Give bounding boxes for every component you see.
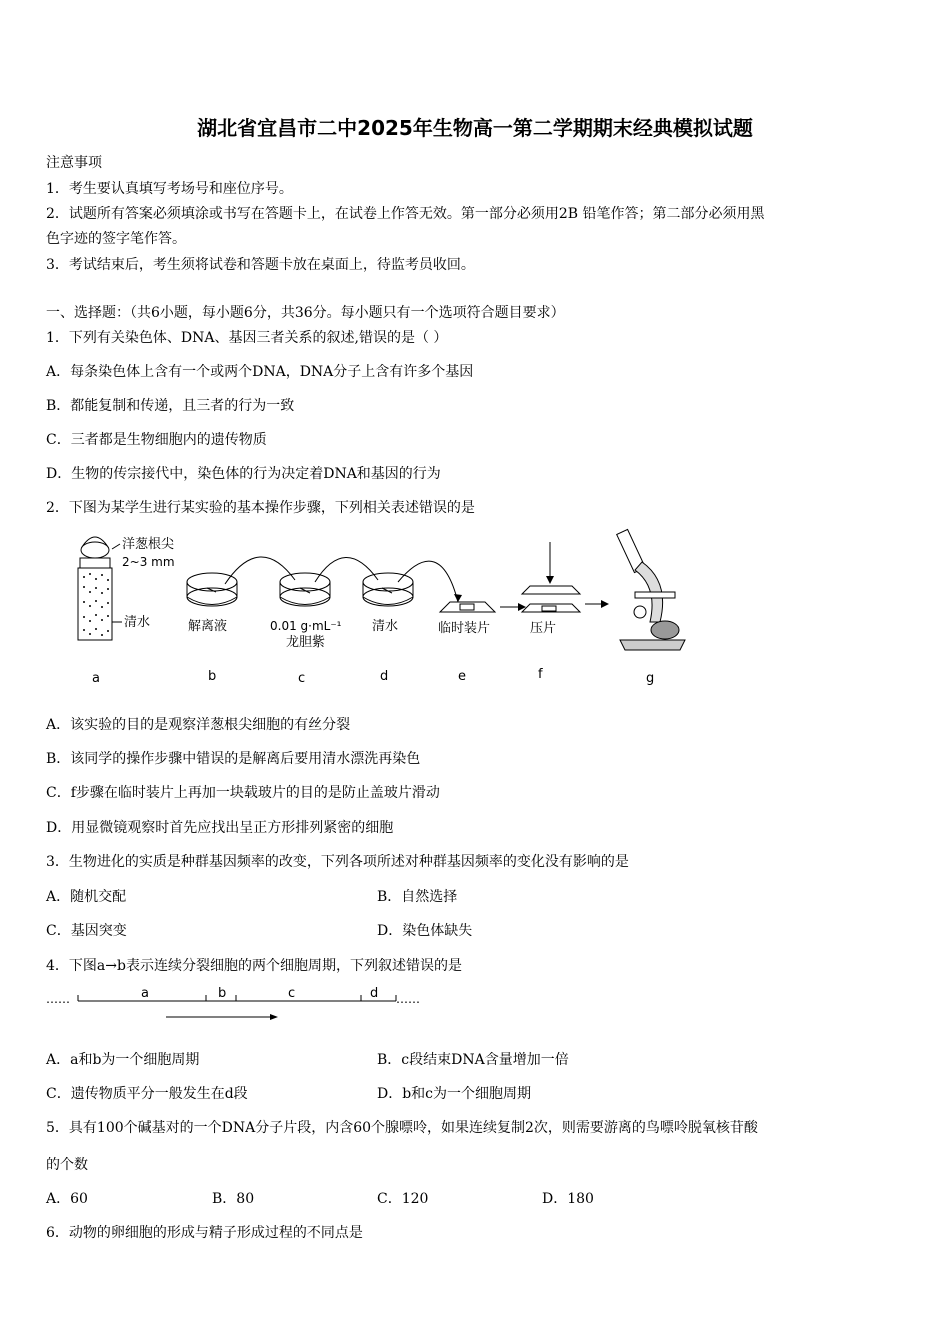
segment-label: b (218, 986, 227, 1001)
dish-d (363, 573, 413, 606)
question-5-option-d: D．180 (542, 1191, 594, 1207)
question-6-stem: 6．动物的卵细胞的形成与精子形成过程的不同点是 (46, 1225, 363, 1241)
question-3-option-a: A．随机交配 (46, 889, 127, 905)
step-letter: c (298, 671, 306, 686)
notice-item: 色字迹的签字笔作答。 (46, 231, 186, 247)
question-3-option-c: C．基因突变 (46, 923, 127, 939)
question-5-option-a: A．60 (46, 1191, 88, 1207)
question-4-stem: 4．下图a→b表示连续分裂细胞的两个细胞周期，下列叙述错误的是 (46, 958, 462, 974)
temp-slide-label: 临时装片 (438, 621, 491, 636)
cell-cycle-diagram (46, 985, 436, 1025)
step-letter: e (458, 669, 466, 684)
question-3-stem: 3．生物进化的实质是种群基因频率的改变，下列各项所述对种群基因频率的变化没有影响的是 (46, 854, 629, 870)
root-size-label: 2~3 mm (122, 555, 175, 569)
notice-heading: 注意事项 (46, 155, 102, 171)
page-title: 湖北省宜昌市二中2025年生物高一第二学期期末经典模拟试题 (197, 116, 753, 140)
question-2-option-c: C．f步骤在临时装片上再加一块载玻片的目的是防止盖玻片滑动 (46, 785, 440, 801)
question-3-option-b: B．自然选择 (377, 889, 458, 905)
segment-label: d (370, 986, 379, 1001)
press-label: 压片 (530, 621, 557, 636)
notice-item: 1．考生要认真填写考场号和座位序号。 (46, 181, 293, 197)
question-5-option-c: C．120 (377, 1191, 429, 1207)
dish-c (280, 573, 330, 606)
question-5-stem: 5．具有100个碱基对的一个DNA分子片段，内含60个腺嘌呤，如果连续复制2次，则需要游离的鸟嘌呤脱氧核苷酸 (46, 1120, 758, 1136)
water-label-a: 清水 (124, 615, 151, 630)
step-letter: d (380, 669, 389, 684)
question-1-option-b: B．都能复制和传递，且三者的行为一致 (46, 398, 295, 414)
dissociation-label: 解离液 (188, 619, 228, 634)
question-2-option-a: A．该实验的目的是观察洋葱根尖细胞的有丝分裂 (46, 717, 351, 733)
question-2-option-b: B．该同学的操作步骤中错误的是解离后要用清水漂洗再染色 (46, 751, 421, 767)
dots-left: …… (46, 992, 70, 1006)
dots-right: …… (396, 992, 420, 1006)
slide-f-top (522, 586, 580, 594)
step-letter: a (92, 671, 100, 686)
stain-name-label: 龙胆紫 (286, 635, 326, 650)
section-heading: 一、选择题：（共6小题，每小题6分，共36分。每小题只有一个选项符合题目要求） (46, 305, 565, 321)
root-tip-label: 洋葱根尖 (122, 537, 175, 552)
notice-item: 2．试题所有答案必须填涂或书写在答题卡上，在试卷上作答无效。第一部分必须用2B 铅笔作答；第二部分必须用黑 (46, 206, 765, 222)
segment-label: c (288, 986, 296, 1001)
question-4-option-d: D．b和c为一个细胞周期 (377, 1086, 532, 1102)
question-1-option-c: C．三者都是生物细胞内的遗传物质 (46, 432, 267, 448)
water-label-d: 清水 (372, 619, 399, 634)
question-3-option-d: D．染色体缺失 (377, 923, 473, 939)
notice-item: 3．考试结束后，考生须将试卷和答题卡放在桌面上，待监考员收回。 (46, 257, 475, 273)
microscope (617, 529, 685, 650)
onion-bottle (78, 537, 122, 640)
question-4-option-a: A．a和b为一个细胞周期 (46, 1052, 200, 1068)
question-1-stem: 1．下列有关染色体、DNA、基因三者关系的叙述,错误的是（ ） (46, 330, 448, 346)
step-letter: g (646, 671, 655, 686)
stain-conc-label: 0.01 g·mL⁻¹ (270, 619, 342, 633)
question-5-option-b: B．80 (212, 1191, 255, 1207)
segment-label: a (141, 986, 149, 1001)
question-4-option-b: B．c段结束DNA含量增加一倍 (377, 1052, 569, 1068)
question-1-option-a: A．每条染色体上含有一个或两个DNA，DNA分子上含有许多个基因 (46, 364, 474, 380)
experiment-diagram (60, 522, 700, 692)
question-1-option-d: D．生物的传宗接代中，染色体的行为决定着DNA和基因的行为 (46, 466, 441, 482)
question-2-stem: 2．下图为某学生进行某实验的基本操作步骤，下列相关表述错误的是 (46, 500, 475, 516)
question-5-stem-cont: 的个数 (46, 1157, 88, 1173)
question-4-option-c: C．遗传物质平分一般发生在d段 (46, 1086, 248, 1102)
step-letter: b (208, 669, 217, 684)
question-2-option-d: D．用显微镜观察时首先应找出呈正方形排列紧密的细胞 (46, 820, 394, 836)
step-letter: f (538, 667, 543, 682)
